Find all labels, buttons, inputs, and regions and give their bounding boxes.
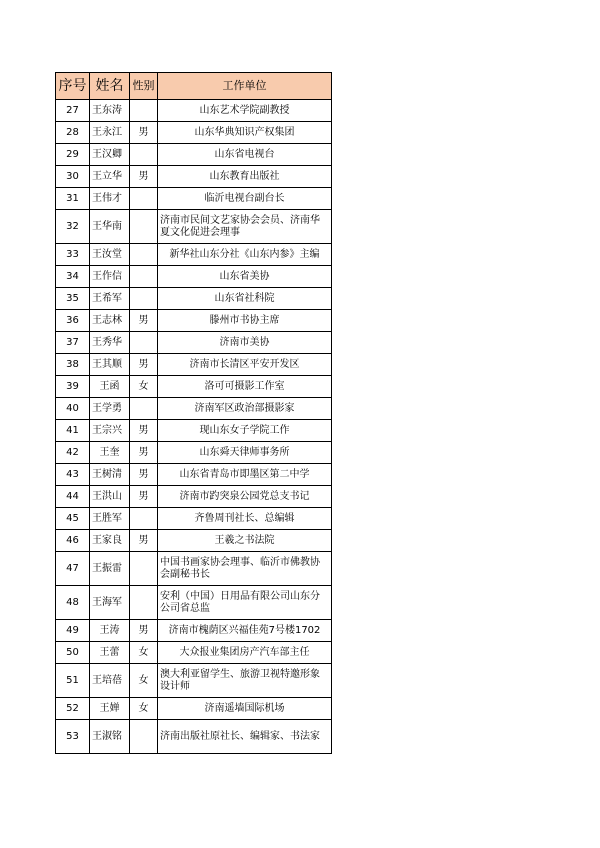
table-row [56,188,332,210]
cell-no: 42 [56,442,90,464]
cell-gender [130,508,158,530]
table-row [56,530,332,552]
cell-no: 32 [56,210,90,244]
cell-unit: 山东省电视台 [158,144,332,166]
cell-no: 46 [56,530,90,552]
cell-gender [130,552,158,586]
cell-gender: 男 [130,420,158,442]
cell-unit: 山东艺术学院副教授 [158,100,332,122]
cell-gender: 男 [130,486,158,508]
cell-name: 王胜军 [90,508,130,530]
cell-unit: 临沂电视台副台长 [158,188,332,210]
cell-name: 王其顺 [90,354,130,376]
cell-name: 王秀华 [90,332,130,354]
cell-name: 王海军 [90,586,130,620]
cell-no: 41 [56,420,90,442]
table-row [56,398,332,420]
cell-gender: 女 [130,376,158,398]
cell-unit: 大众报业集团房产汽车部主任 [158,642,332,664]
cell-unit: 山东舜天律师事务所 [158,442,332,464]
cell-no: 45 [56,508,90,530]
cell-unit: 济南出版社原社长、编辑家、书法家 [158,720,332,754]
cell-gender [130,188,158,210]
table-row [56,698,332,720]
cell-name: 王志林 [90,310,130,332]
cell-name: 王宗兴 [90,420,130,442]
cell-unit: 澳大利亚留学生、旅游卫视特邀形象设计师 [158,664,332,698]
cell-gender [130,586,158,620]
cell-unit: 山东华典知识产权集团 [158,122,332,144]
cell-gender: 男 [130,122,158,144]
cell-unit: 济南军区政治部摄影家 [158,398,332,420]
cell-unit: 滕州市书协主席 [158,310,332,332]
cell-name: 王汉卿 [90,144,130,166]
cell-unit: 王羲之书法院 [158,530,332,552]
cell-name: 王蕾 [90,642,130,664]
cell-no: 35 [56,288,90,310]
table-row [56,720,332,754]
cell-name: 王淑铭 [90,720,130,754]
header-row [56,73,332,100]
member-table [55,72,332,754]
cell-unit: 山东省社科院 [158,288,332,310]
table-row [56,442,332,464]
cell-gender: 男 [130,442,158,464]
cell-gender [130,288,158,310]
table-row [56,508,332,530]
table-row [56,144,332,166]
header-unit: 工作单位 [158,73,332,100]
cell-unit: 安利（中国）日用品有限公司山东分公司省总监 [158,586,332,620]
table-row [56,266,332,288]
cell-gender: 女 [130,698,158,720]
cell-gender [130,398,158,420]
cell-gender: 男 [130,354,158,376]
cell-unit: 山东省美协 [158,266,332,288]
cell-no: 34 [56,266,90,288]
cell-no: 37 [56,332,90,354]
table-row [56,210,332,244]
cell-name: 王永江 [90,122,130,144]
cell-name: 王学勇 [90,398,130,420]
table-row [56,420,332,442]
table-row [56,244,332,266]
cell-no: 50 [56,642,90,664]
cell-gender [130,144,158,166]
cell-unit: 济南市长清区平安开发区 [158,354,332,376]
cell-unit: 现山东女子学院工作 [158,420,332,442]
header-no: 序号 [56,73,90,100]
cell-unit: 洛可可摄影工作室 [158,376,332,398]
cell-unit: 济南市民间文艺家协会会员、济南华夏文化促进会理事 [158,210,332,244]
cell-gender: 男 [130,464,158,486]
table-row [56,332,332,354]
cell-unit: 新华社山东分社《山东内参》主编 [158,244,332,266]
cell-no: 36 [56,310,90,332]
cell-gender: 男 [130,310,158,332]
cell-no: 40 [56,398,90,420]
cell-no: 28 [56,122,90,144]
cell-gender [130,244,158,266]
cell-no: 29 [56,144,90,166]
cell-name: 王树清 [90,464,130,486]
cell-no: 48 [56,586,90,620]
table-row [56,664,332,698]
table-row [56,376,332,398]
table-row [56,354,332,376]
cell-no: 30 [56,166,90,188]
table-row [56,166,332,188]
cell-name: 王汝堂 [90,244,130,266]
cell-unit: 中国书画家协会理事、临沂市佛教协会副秘书长 [158,552,332,586]
cell-name: 王婵 [90,698,130,720]
cell-gender: 男 [130,620,158,642]
cell-name: 王培蓓 [90,664,130,698]
cell-no: 53 [56,720,90,754]
cell-no: 43 [56,464,90,486]
cell-gender [130,332,158,354]
cell-no: 47 [56,552,90,586]
cell-unit: 济南市趵突泉公园党总支书记 [158,486,332,508]
cell-name: 王伟才 [90,188,130,210]
cell-no: 31 [56,188,90,210]
cell-name: 王函 [90,376,130,398]
cell-unit: 齐鲁周刊社长、总编辑 [158,508,332,530]
cell-name: 王希军 [90,288,130,310]
cell-gender [130,266,158,288]
table-row [56,464,332,486]
cell-unit: 济南市美协 [158,332,332,354]
table-body [56,100,332,754]
cell-name: 王涛 [90,620,130,642]
cell-no: 52 [56,698,90,720]
cell-name: 王洪山 [90,486,130,508]
cell-name: 王华南 [90,210,130,244]
table-row [56,552,332,586]
cell-gender: 女 [130,642,158,664]
table-row [56,310,332,332]
table-row [56,642,332,664]
cell-gender: 男 [130,530,158,552]
table-row [56,620,332,642]
table-row [56,100,332,122]
table-row [56,486,332,508]
cell-unit: 济南遥墙国际机场 [158,698,332,720]
cell-no: 44 [56,486,90,508]
cell-name: 王奎 [90,442,130,464]
cell-no: 49 [56,620,90,642]
cell-gender [130,210,158,244]
table-row [56,288,332,310]
cell-name: 王振雷 [90,552,130,586]
cell-gender: 女 [130,664,158,698]
table-row [56,122,332,144]
cell-name: 王东涛 [90,100,130,122]
header-name: 姓名 [90,73,130,100]
cell-name: 王作信 [90,266,130,288]
cell-no: 51 [56,664,90,698]
header-gender: 性别 [130,73,158,100]
cell-no: 27 [56,100,90,122]
cell-name: 王家良 [90,530,130,552]
cell-no: 39 [56,376,90,398]
cell-unit: 山东教育出版社 [158,166,332,188]
cell-gender [130,100,158,122]
cell-gender: 男 [130,166,158,188]
cell-no: 33 [56,244,90,266]
table-row [56,586,332,620]
cell-no: 38 [56,354,90,376]
cell-name: 王立华 [90,166,130,188]
cell-unit: 山东省青岛市即墨区第二中学 [158,464,332,486]
cell-unit: 济南市槐荫区兴福佳苑7号楼1702 [158,620,332,642]
cell-gender [130,720,158,754]
